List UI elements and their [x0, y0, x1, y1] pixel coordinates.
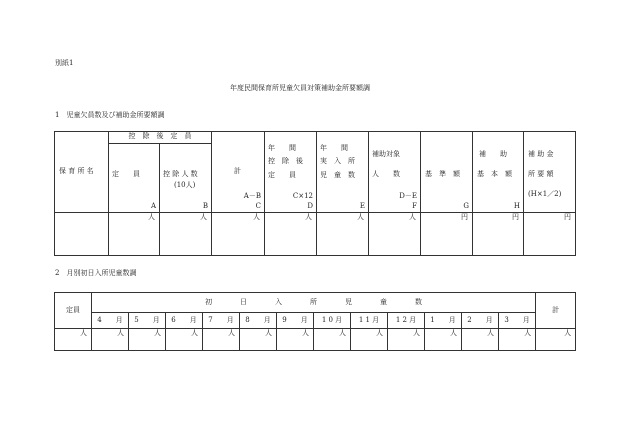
deduction-cell[interactable]: 人 — [160, 213, 212, 256]
annual-actual-header: 年 間 実 入 所 児 童 数 E — [317, 132, 369, 213]
base-amount-header: 基 準 額 G — [421, 132, 473, 213]
required-amount-cell[interactable]: 円 — [524, 213, 576, 256]
section2-heading: 2 月別初日入所児童数調 — [55, 269, 137, 277]
required-amount-header: 補 助 金 所 要 額 (H×1／2) — [524, 132, 576, 213]
month-value-cell[interactable]: 人 — [92, 329, 129, 351]
month-value-cell[interactable]: 人 — [314, 329, 351, 351]
month-value-cell[interactable]: 人 — [166, 329, 203, 351]
capacity-header: 定 員 A — [109, 144, 160, 213]
month-header: 9 月 — [277, 313, 314, 329]
subsidy-count-cell[interactable]: 人 — [369, 213, 421, 256]
month-value-cell[interactable]: 人 — [499, 329, 536, 351]
subsidy-base-header: 補 助 基 本 額 H — [473, 132, 524, 213]
subsidy-table — [54, 131, 576, 256]
month-value-cell[interactable]: 人 — [277, 329, 314, 351]
subsidy-base-cell[interactable]: 円 — [473, 213, 524, 256]
total-cell[interactable]: 人 — [212, 213, 265, 256]
capacity-header-2: 定員 — [55, 293, 92, 329]
annual-deducted-header: 年 間 控 除 後 定 員 C×12 D — [265, 132, 317, 213]
month-value-cell[interactable]: 人 — [240, 329, 277, 351]
nursery-name-header: 保 育 所 名 — [55, 132, 109, 213]
document-title: 年度民間保育所児童欠員対策補助金所要額調 — [230, 84, 370, 92]
table-row — [55, 213, 576, 256]
base-amount-cell[interactable]: 円 — [421, 213, 473, 256]
deducted-capacity-header: 控 除 後 定 員 — [109, 132, 212, 144]
month-header: 1 2 月 — [388, 313, 425, 329]
monthly-total-cell[interactable]: 人 — [536, 329, 576, 351]
annual-actual-cell[interactable]: 人 — [317, 213, 369, 256]
month-header: 5 月 — [129, 313, 166, 329]
capacity-cell[interactable]: 人 — [109, 213, 160, 256]
month-value-cell[interactable]: 人 — [388, 329, 425, 351]
month-header: 6 月 — [166, 313, 203, 329]
attachment-label: 別紙1 — [55, 59, 74, 67]
month-header: 1 月 — [425, 313, 462, 329]
nursery-name-cell[interactable] — [55, 213, 109, 256]
month-header: 2 月 — [462, 313, 499, 329]
enrollment-header: 初 日 入 所 児 童 数 — [92, 293, 536, 313]
subsidy-count-header: 補助対象 人 数 D－E F — [369, 132, 421, 213]
month-header: 3 月 — [499, 313, 536, 329]
monthly-total-header: 計 — [536, 293, 576, 329]
month-header: 7 月 — [203, 313, 240, 329]
month-value-cell[interactable]: 人 — [129, 329, 166, 351]
month-header: 1 0 月 — [314, 313, 351, 329]
month-header: 8 月 — [240, 313, 277, 329]
deduction-header: 控 除 人 数 (10人) B — [160, 144, 212, 213]
month-header: 4 月 — [92, 313, 129, 329]
month-value-cell[interactable]: 人 — [462, 329, 499, 351]
section1-heading: 1 児童欠員数及び補助金所要額調 — [55, 111, 165, 119]
monthly-enrollment-table — [54, 292, 576, 351]
annual-deducted-cell[interactable]: 人 — [265, 213, 317, 256]
table-row — [55, 329, 576, 351]
month-header: 1 1 月 — [351, 313, 388, 329]
month-value-cell[interactable]: 人 — [425, 329, 462, 351]
month-value-cell[interactable]: 人 — [351, 329, 388, 351]
month-value-cell[interactable]: 人 — [203, 329, 240, 351]
capacity-value-cell[interactable]: 人 — [55, 329, 92, 351]
total-header: 計 A－B C — [212, 132, 265, 213]
